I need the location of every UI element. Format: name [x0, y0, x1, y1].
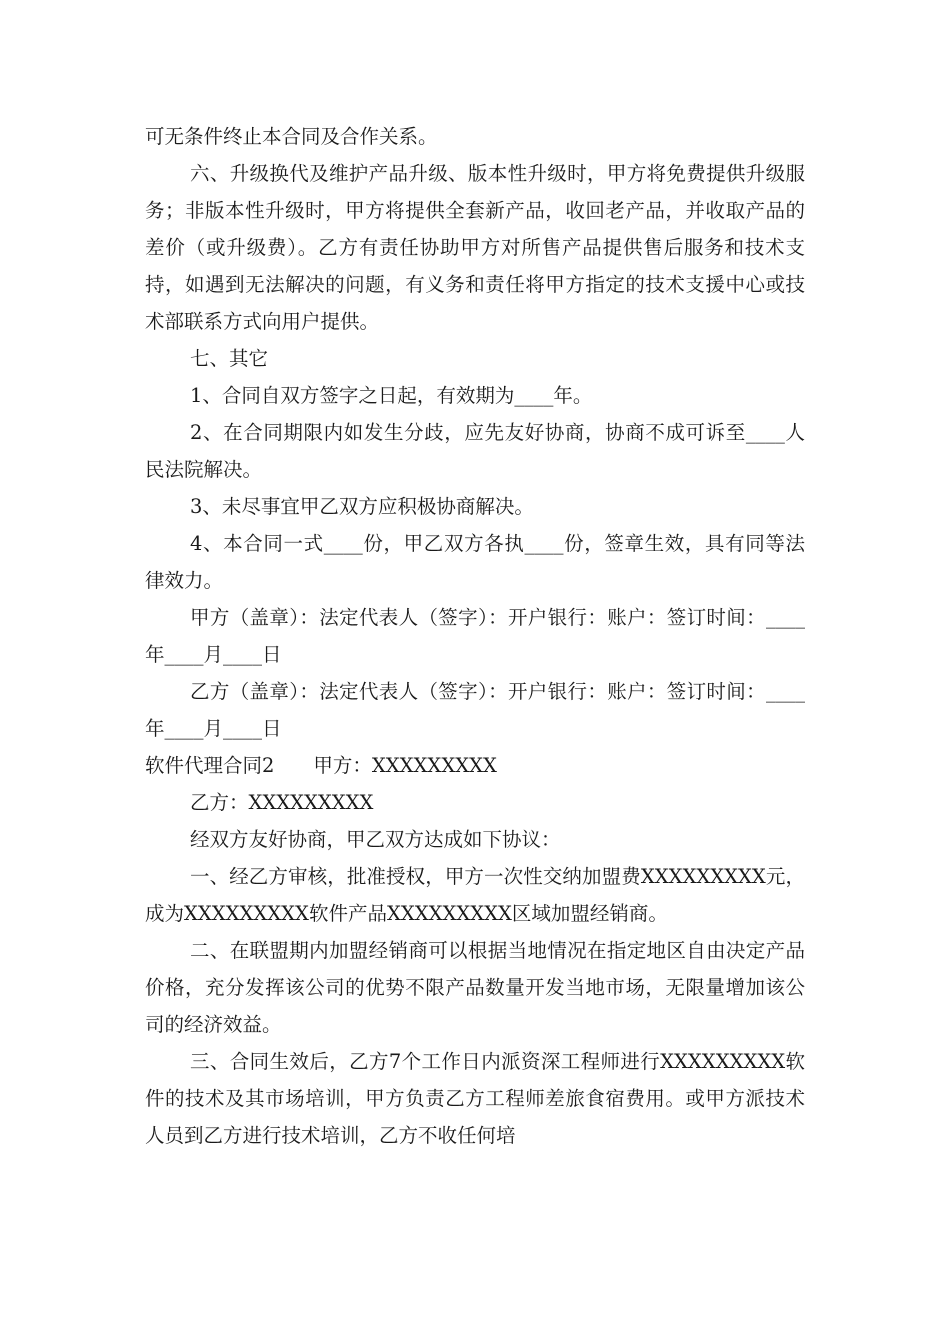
- paragraph-upgrade-maintenance: 六、升级换代及维护产品升级、版本性升级时，甲方将免费提供升级服务；非版本性升级时，甲方将提供全套新产品，收回老产品，并收取产品的差价（或升级费）。乙方有责任协助甲方对所售产品提供售后服务和技术支持，如遇到无法解决的问题，有义务和责任将甲方指定的技术支援中心或技术部联系方式向用户提供。: [145, 162, 805, 333]
- contract-2-title-party-a: 软件代理合同2 甲方：XXXXXXXXX: [145, 754, 497, 777]
- signature-party-b: 乙方（盖章）：法定代表人（签字）：开户银行：账户：签订时间：____年____月____日: [145, 680, 805, 740]
- document-page: [145, 118, 805, 1154]
- contract-2-clause-1: 一、经乙方审核，批准授权，甲方一次性交纳加盟费XXXXXXXXX元，成为XXXXXXXXX软件产品XXXXXXXXX区域加盟经销商。: [145, 865, 805, 925]
- section-heading-other: 七、其它: [190, 347, 269, 370]
- signature-party-a: 甲方（盖章）：法定代表人（签字）：开户银行：账户：签订时间：____年____月____日: [145, 606, 805, 666]
- clause-unresolved-matters: 3、未尽事宜甲乙双方应积极协商解决。: [190, 495, 534, 518]
- contract-2-clause-3: 三、合同生效后，乙方7个工作日内派资深工程师进行XXXXXXXXX软件的技术及其市场培训，甲方负责乙方工程师差旅食宿费用。或甲方派技术人员到乙方进行技术培训，乙方不收任何培: [145, 1050, 805, 1147]
- clause-dispute-resolution: 2、在合同期限内如发生分歧，应先友好协商，协商不成可诉至____人民法院解决。: [145, 421, 805, 481]
- clause-validity-period: 1、合同自双方签字之日起，有效期为____年。: [190, 384, 593, 407]
- clause-copies: 4、本合同一式____份，甲乙双方各执____份，签章生效，具有同等法律效力。: [145, 532, 805, 592]
- contract-2-agreement-intro: 经双方友好协商，甲乙双方达成如下协议：: [190, 828, 561, 851]
- paragraph-termination: 可无条件终止本合同及合作关系。: [145, 125, 438, 148]
- contract-2-clause-2: 二、在联盟期内加盟经销商可以根据当地情况在指定地区自由决定产品价格，充分发挥该公司的优势不限产品数量开发当地市场，无限量增加该公司的经济效益。: [145, 939, 805, 1036]
- contract-2-party-b: 乙方：XXXXXXXXX: [190, 791, 374, 814]
